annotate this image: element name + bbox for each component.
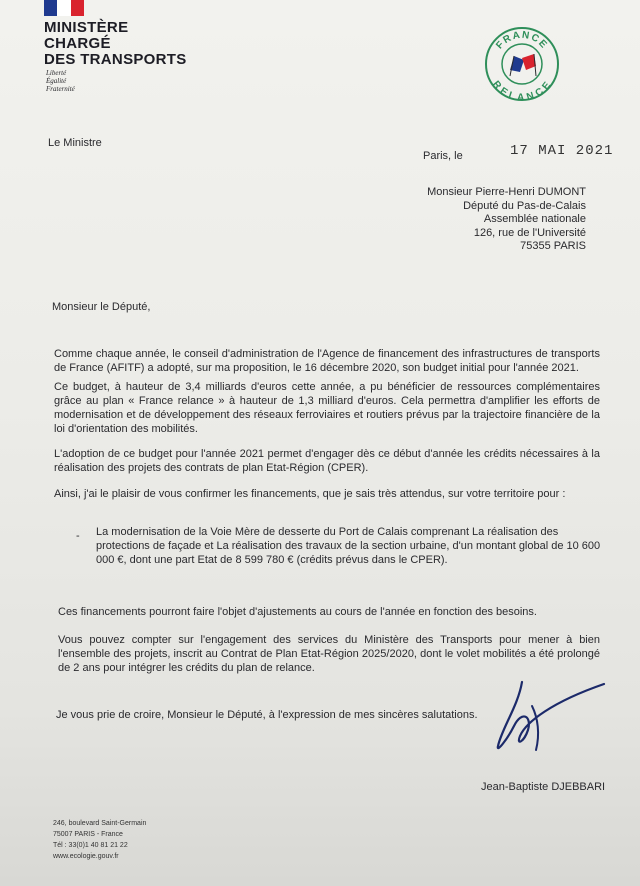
place-label: Paris, le — [423, 150, 463, 162]
closing-formula: Je vous prie de croire, Monsieur le Député, à l'expression de mes sincères salutations. — [56, 709, 478, 721]
paragraph-1: Comme chaque année, le conseil d'administration de l'Agence de financement des infrastructures de transports de France (AFITF) a adopté, sur ma proposition, le 16 décembre 2020, son budget initial pour l'année 2021. — [54, 348, 600, 374]
paragraph-6: Vous pouvez compter sur l'engagement des services du Ministère des Transports pour mener à bien l'ensemble des projets, inscrit au Contrat de Plan Etat-Région 2025/2020, dont le volet mobilités a été prolongé de 2 ans pour intégrer les crédits du plan de relance. — [58, 634, 600, 674]
paragraph-3: L'adoption de ce budget pour l'année 2021 permet d'engager dès ce début d'année les crédits nécessaires à la réalisation des projets des contrats de plan Etat-Région (CPER). — [54, 448, 600, 474]
footer-address — [53, 818, 146, 862]
letter-date: 17 MAI 2021 — [510, 143, 614, 159]
footer-line-2: 75007 PARIS - France — [53, 831, 123, 838]
recipient-line-4: 126, rue de l'Université — [473, 226, 586, 239]
recipient-line-5: 75355 PARIS — [520, 240, 586, 252]
ministry-name — [44, 20, 187, 68]
marianne-flag-logo — [44, 0, 84, 16]
footer-line-3: Tél : 33(0)1 40 81 21 22 — [53, 842, 128, 849]
ministry-line-3: DES TRANSPORTS — [44, 51, 187, 68]
signatory-name: Jean-Baptiste DJEBBARI — [481, 781, 606, 793]
republic-motto — [46, 69, 75, 93]
france-relance-seal-icon — [484, 26, 560, 102]
recipient-line-3: Assemblée nationale — [483, 213, 586, 225]
paragraph-4: Ainsi, j'ai le plaisir de vous confirmer les financements, que je sais très attendus, sur votre territoire pour : — [54, 488, 566, 500]
footer-link[interactable]: www.ecologie.gouv.fr — [53, 853, 119, 860]
paragraph-5: Ces financements pourront faire l'objet d'ajustements au cours de l'année en fonction des besoins. — [58, 606, 537, 618]
motto-line-1: Liberté — [46, 69, 67, 77]
salutation: Monsieur le Député, — [52, 301, 151, 313]
footer-line-1: 246, boulevard Saint-Germain — [53, 820, 147, 827]
seal-text-top: FRANCE — [494, 29, 550, 52]
recipient-line-1: Monsieur Pierre-Henri DUMONT — [427, 186, 586, 198]
handwritten-signature — [492, 676, 612, 756]
funding-item: La modernisation de la Voie Mère de desserte du Port de Calais comprenant La réalisation des protections de façade et La réalisation des travaux de la section urbaine, d'un montant global de 10 600 000 €, dont une part Etat de 8 599 780 € (crédits prévus dans le CPER). — [96, 526, 601, 566]
motto-line-2: Égalité — [46, 77, 67, 85]
recipient-line-2: Député du Pas-de-Calais — [463, 199, 586, 212]
ministry-line-2: CHARGÉ — [44, 35, 111, 52]
motto-line-3: Fraternité — [46, 85, 75, 93]
ministry-line-1: MINISTÈRE — [44, 19, 129, 36]
seal-text-bottom: RELANCE — [490, 79, 554, 102]
bullet-dash: - — [76, 530, 80, 542]
recipient-address — [427, 186, 586, 254]
sender-title: Le Ministre — [48, 137, 102, 149]
paragraph-2: Ce budget, à hauteur de 3,4 milliards d'euros cette année, a pu bénéficier de ressources complémentaires grâce au plan « France relance » à hauteur de 1,3 milliard d'euros. Cela permettra d'amplifier les efforts de modernisation et de développement des réseaux ferroviaires et routiers prévus par la trajectoire financière de la loi d'orientation des mobilités. — [54, 381, 600, 435]
svg-text:RELANCE — [490, 79, 554, 102]
